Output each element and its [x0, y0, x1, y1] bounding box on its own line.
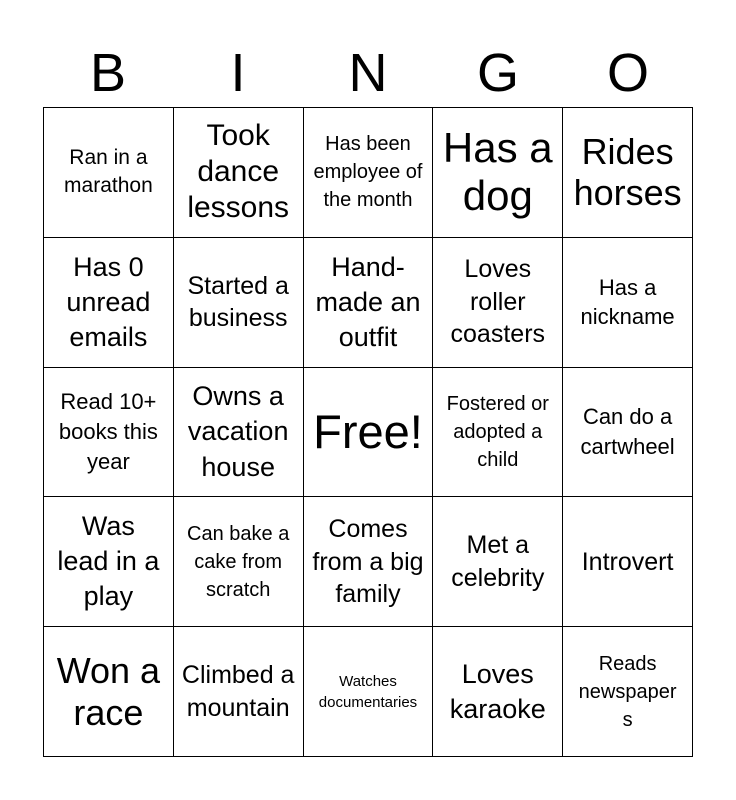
cell-label: Can do a cartwheel [580, 404, 675, 459]
bingo-cell[interactable] [44, 238, 174, 368]
bingo-cell[interactable] [174, 368, 304, 498]
bingo-cell[interactable] [304, 497, 434, 627]
cell-label: Has been employee of the month [313, 133, 423, 212]
header-letter-g: G [476, 43, 519, 103]
cell-label: Met a celebrity [451, 531, 545, 592]
cell-label: Has 0 unread emails [66, 251, 151, 352]
bingo-cell[interactable] [44, 497, 174, 627]
cell-label: Can bake a cake from scratch [187, 522, 290, 601]
cell-label: Loves karaoke [449, 658, 546, 724]
bingo-board [43, 107, 693, 757]
header-letter-o: O [606, 43, 649, 103]
cell-label: Reads newspapers [578, 652, 677, 731]
bingo-cell[interactable] [174, 627, 304, 757]
cell-label: Took dance lessons [187, 119, 290, 225]
header-letter-b: B [89, 43, 127, 103]
free-space-cell[interactable] [304, 368, 434, 498]
cell-label: Ran in a marathon [64, 146, 153, 198]
bingo-cell[interactable] [433, 497, 563, 627]
header-letter-n: N [348, 43, 388, 103]
bingo-cell[interactable] [174, 238, 304, 368]
bingo-cell[interactable] [433, 627, 563, 757]
cell-label: Started a business [187, 271, 289, 333]
bingo-cell[interactable] [433, 238, 563, 368]
bingo-cell[interactable] [563, 497, 693, 627]
bingo-cell[interactable] [563, 238, 693, 368]
cell-label: Comes from a big family [312, 515, 424, 609]
cell-label: Has a dog [442, 124, 553, 220]
cell-label: Was lead in a play [57, 511, 160, 612]
bingo-cell[interactable] [563, 368, 693, 498]
bingo-cell[interactable] [44, 108, 174, 238]
cell-label: Loves roller coasters [450, 255, 546, 349]
cell-label: Climbed a mountain [181, 661, 295, 722]
bingo-cell[interactable] [433, 108, 563, 238]
bingo-cell[interactable] [563, 627, 693, 757]
bingo-cell[interactable] [174, 497, 304, 627]
bingo-cell[interactable] [44, 368, 174, 498]
bingo-cell[interactable] [433, 368, 563, 498]
cell-label: Rides horses [573, 131, 682, 214]
cell-label: Owns a vacation house [187, 381, 289, 482]
cell-label: Watches documentaries [318, 672, 418, 711]
bingo-cell[interactable] [304, 627, 434, 757]
bingo-cell[interactable] [304, 108, 434, 238]
cell-label: Won a race [56, 650, 161, 733]
cell-label: Introvert [581, 547, 674, 576]
cell-label: Fostered or adopted a child [446, 392, 549, 471]
bingo-cell[interactable] [563, 108, 693, 238]
bingo-cell[interactable] [304, 238, 434, 368]
cell-label: Read 10+ books this year [58, 389, 158, 474]
header-letter-i: I [230, 43, 246, 103]
cell-label: Free! [313, 405, 423, 459]
bingo-cell[interactable] [44, 627, 174, 757]
cell-label: Has a nickname [580, 274, 675, 330]
cell-label: Hand-made an outfit [315, 251, 421, 352]
bingo-cell[interactable] [174, 108, 304, 238]
bingo-header [43, 40, 693, 106]
